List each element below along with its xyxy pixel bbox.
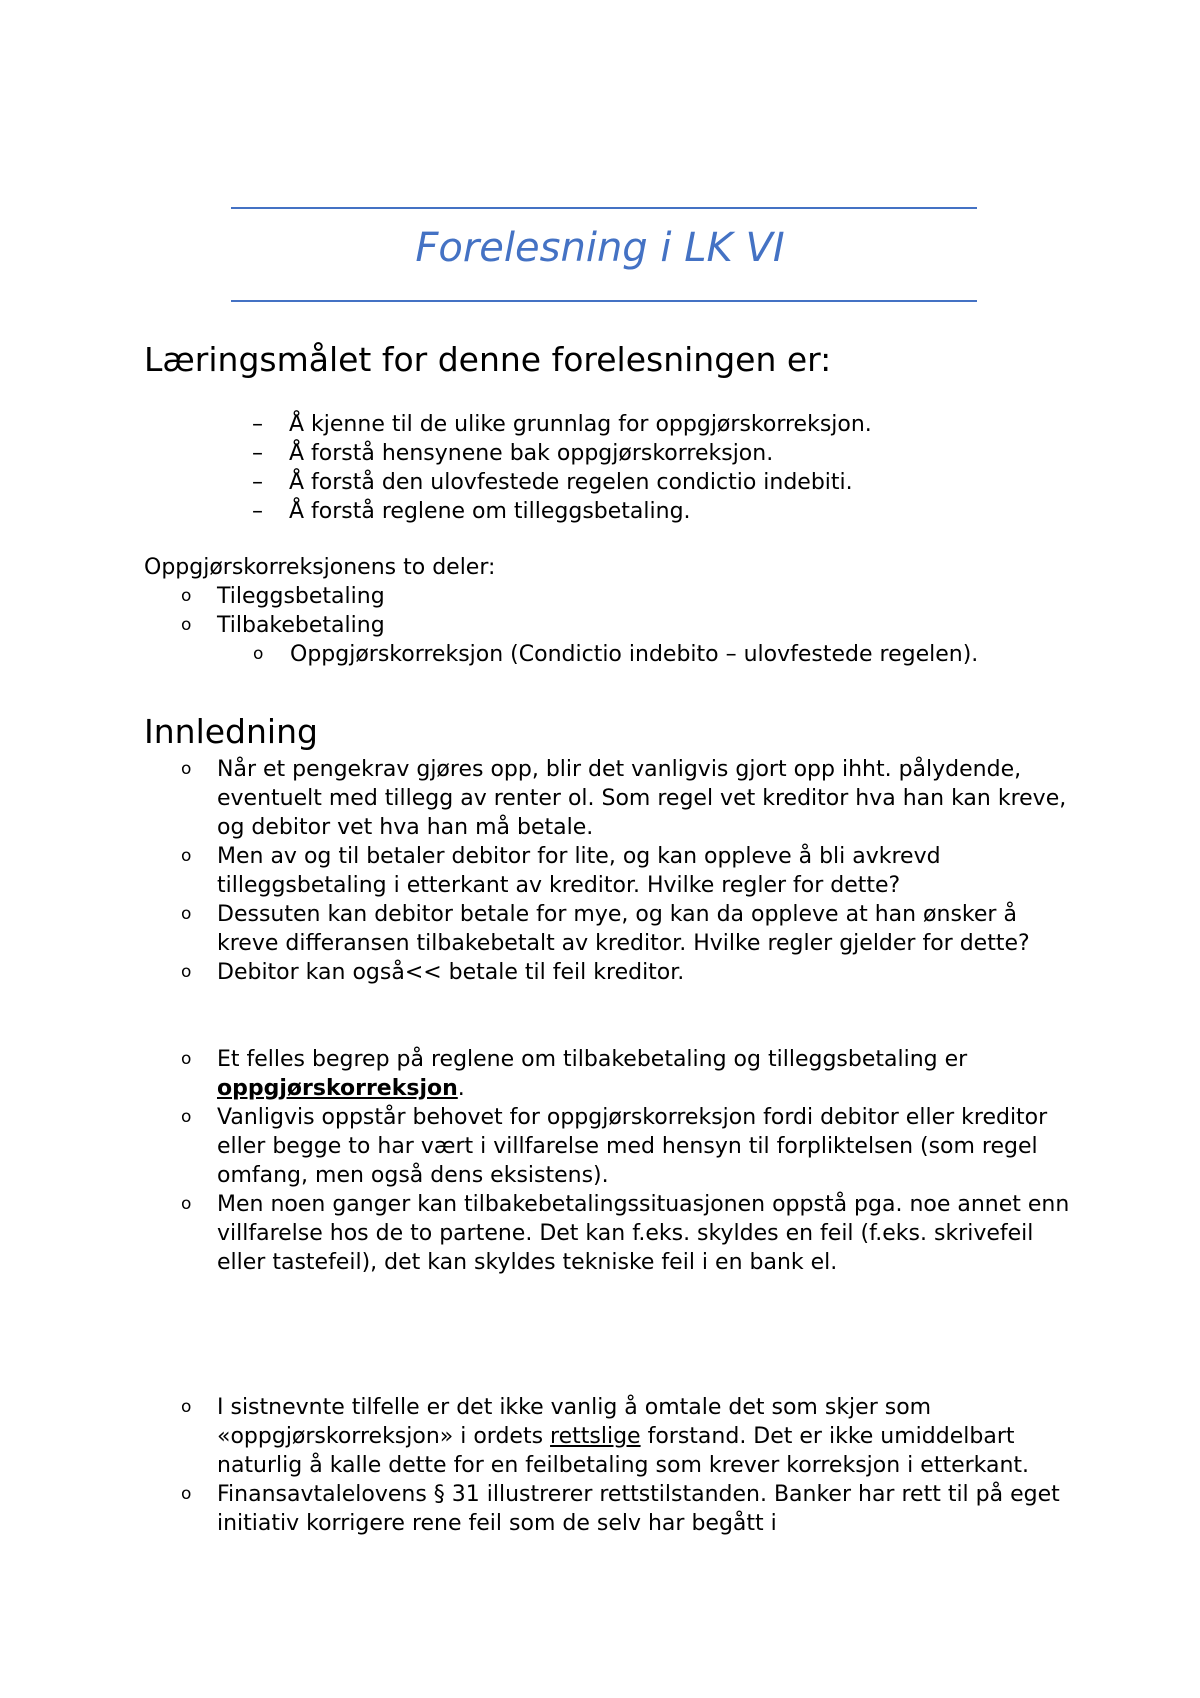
list-item: – Å kjenne til de ulike grunnlag for oppgjørskorreksjon. [252,412,872,437]
dash-bullet-icon: – [252,499,263,524]
list-item: o Debitor kan også<< betale til feil kreditor. [181,960,685,985]
intro-list-2 [181,1045,1077,1277]
circle-bullet-icon: o [181,759,192,779]
dash-bullet-icon: – [252,441,263,466]
circle-bullet-icon: o [253,644,264,664]
circle-bullet-icon: o [181,615,192,635]
list-item: o Når et pengekrav gjøres opp, blir det vanligvis gjort opp ihht. pålydende, eventuelt med tillegg av renter ol. Som regel vet kreditor hva han kan kreve, og debitor vet hva han må betale. [181,757,1067,840]
circle-bullet-icon: o [181,1484,192,1504]
list-item: o Men av og til betaler debitor for lite, og kan oppleve å bli avkrevd tilleggsbetaling i etterkant av kreditor. Hvilke regler for dette? [181,844,941,898]
dash-bullet-icon: – [252,412,263,437]
circle-bullet-icon: o [181,586,192,606]
parts-list [181,582,979,669]
list-item: o Vanligvis oppstår behovet for oppgjørskorreksjon fordi debitor eller kreditor eller begge to har vært i villfarelse med hensyn til forpliktelsen (som regel omfang, men også dens eksistens). [181,1105,1048,1188]
circle-bullet-icon: o [181,846,192,866]
circle-bullet-icon: o [181,1049,192,1069]
circle-bullet-icon: o [181,1397,192,1417]
list-item: o Men noen ganger kan tilbakebetalingssituasjonen oppstå pga. noe annet enn villfarelse hos de to partene. Det kan f.eks. skyldes en feil (f.eks. skrivefeil eller tastefeil), det kan skyldes tekniske feil i en bank el. [181,1192,1070,1275]
circle-bullet-icon: o [181,962,192,982]
list-item: o Dessuten kan debitor betale for mye, og kan da oppleve at han ønsker å kreve differansen tilbakebetalt av kreditor. Hvilke regler gjelder for dette? [181,902,1030,956]
circle-bullet-icon: o [181,1194,192,1214]
key-term: oppgjørskorreksjon [217,1076,458,1101]
title-top-rule [231,207,977,209]
list-item: – Å forstå reglene om tilleggsbetaling. [252,499,691,524]
list-item: o Tileggsbetaling [181,584,385,609]
intro-list-1 [181,755,1077,987]
goals-list [252,410,872,526]
goals-heading: Læringsmålet for denne forelesningen er: [144,340,832,379]
list-item: o I sistnevnte tilfelle er det ikke vanlig å omtale det som skjer som «oppgjørskorreksjon» i ordets rettslige forstand. Det er ikke umiddelbart naturlig å kalle dette for en feilbetaling som krever korreksjon i etterkant. [181,1395,1030,1478]
list-item: – Å forstå hensynene bak oppgjørskorreksjon. [252,441,774,466]
list-item: o Tilbakebetaling [181,613,385,638]
circle-bullet-icon: o [181,1107,192,1127]
list-item: – Å forstå den ulovfestede regelen condictio indebiti. [252,470,853,495]
rettslige-link[interactable]: rettslige [550,1424,641,1449]
parts-intro: Oppgjørskorreksjonens to deler: [144,555,496,580]
title-bottom-rule [231,300,977,302]
intro-list-3 [181,1393,1077,1538]
innledning-heading: Innledning [144,712,318,751]
list-item: o Oppgjørskorreksjon (Condictio indebito – ulovfestede regelen). [253,642,979,667]
page-title: Forelesning i LK VI [415,225,785,271]
list-item: o Et felles begrep på reglene om tilbakebetaling og tilleggsbetaling er oppgjørskorreksjon. [181,1047,968,1101]
circle-bullet-icon: o [181,904,192,924]
dash-bullet-icon: – [252,470,263,495]
list-item: o Finansavtalelovens § 31 illustrerer rettstilstanden. Banker har rett til på eget initiativ korrigere rene feil som de selv har begått i [181,1482,1060,1536]
